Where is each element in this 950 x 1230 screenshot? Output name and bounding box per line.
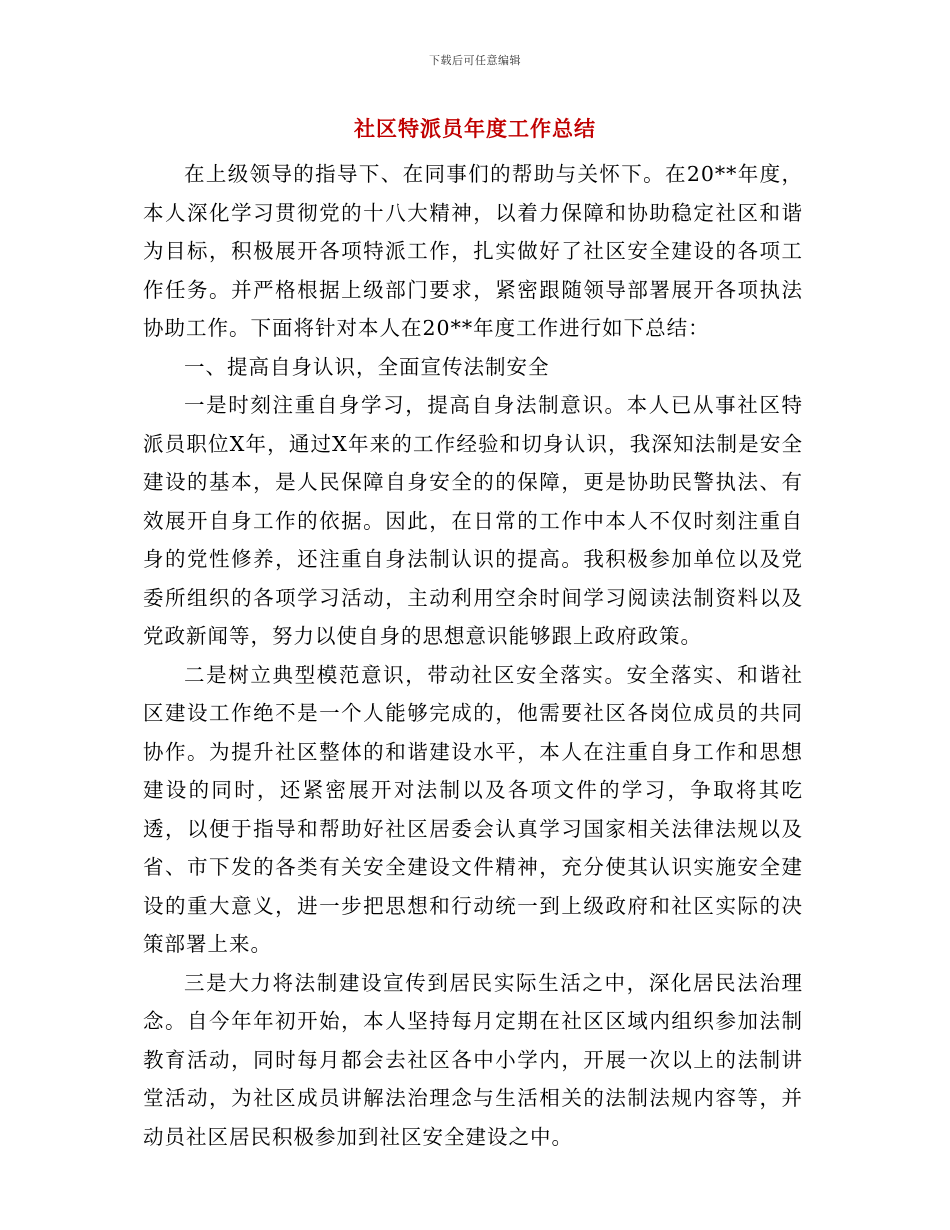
body-paragraph: 三是大力将法制建设宣传到居民实际生活之中，深化居民法治理念。自今年年初开始，本人坚持每月定期在社区区域内组织参加法制教育活动，同时每月都会去社区各中小学内，开展一次以上的法制讲堂活动，为社区成员讲解法治理念与生活相关的法制法规内容等，并动员社区居民积极参加到社区安全建设之中。 bbox=[143, 970, 803, 1149]
header-note: 下载后可任意编辑 bbox=[429, 54, 521, 67]
document-title: 社区特派员年度工作总结 bbox=[354, 117, 596, 141]
section-heading: 一、提高自身认识，全面宣传法制安全 bbox=[184, 354, 550, 379]
body-paragraph: 一是时刻注重自身学习，提高自身法制意识。本人已从事社区特派员职位X年，通过X年来的工作经验和切身认识，我深知法制是安全建设的基本，是人民保障自身安全的的保障，更是协助民警执法、有效展开自身工作的依据。因此，在日常的工作中本人不仅时刻注重自身的党性修养，还注重自身法制认识的提高。我积极参加单位以及党委所组织的各项学习活动，主动利用空余时间学习阅读法制资料以及党政新闻等，努力以使自身的思想意识能够跟上政府政策。 bbox=[143, 393, 803, 648]
body-paragraph: 二是树立典型模范意识，带动社区安全落实。安全落实、和谐社区建设工作绝不是一个人能够完成的，他需要社区各岗位成员的共同协作。为提升社区整体的和谐建设水平，本人在注重自身工作和思想建设的同时，还紧密展开对法制以及各项文件的学习，争取将其吃透，以便于指导和帮助好社区居委会认真学习国家相关法律法规以及省、市下发的各类有关安全建设文件精神，充分使其认识实施安全建设的重大意义，进一步把思想和行动统一到上级政府和社区实际的决策部署上来。 bbox=[143, 662, 803, 956]
intro-paragraph: 在上级领导的指导下、在同事们的帮助与关怀下。在20**年度，本人深化学习贯彻党的十八大精神，以着力保障和协助稳定社区和谐为目标，积极展开各项特派工作，扎实做好了社区安全建设的各项工作任务。并严格根据上级部门要求，紧密跟随领导部署展开各项执法协助工作。下面将针对本人在20**年度工作进行如下总结： bbox=[143, 162, 803, 340]
document-body bbox=[143, 155, 803, 1156]
